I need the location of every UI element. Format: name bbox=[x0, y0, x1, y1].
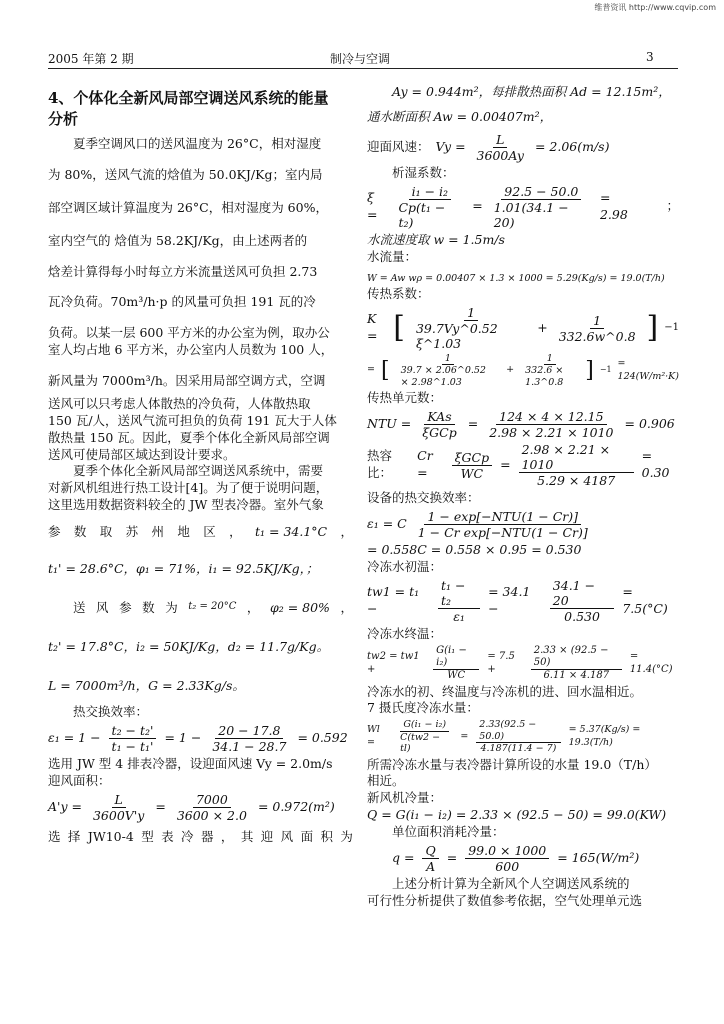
velocity-equation: 迎面风速： Vy = $\frac{L}{3600Ay}$ = 2.06(m/s) bbox=[367, 131, 610, 163]
issue-label: 2005 年第 2 期 bbox=[48, 52, 134, 66]
tw1-label: 冷冻水初温： bbox=[367, 558, 443, 574]
eff-label: 热交换效率： bbox=[73, 704, 149, 720]
water-flow-equation: W = Aw wρ = 0.00407 × 1.3 × 1000 = 5.29(Kg/s) = 19.0(T/h) bbox=[367, 273, 665, 285]
k-label: 传热系数： bbox=[367, 286, 430, 302]
supply-line-2: t₂' = 17.8°C，i₂ = 50KJ/Kg，d₂ = 11.7g/Kg。 bbox=[48, 638, 330, 654]
closing-line: 可行性分析提供了数值参考依据，空气处理单元选 bbox=[367, 892, 643, 908]
cr-equation: 热容比： Cr = $\frac{\text{ξGCp}}{WC}$ = $\frac{2.98 \times 2.21 \times 1010}{5.29 \times 4187}$ = 0.30 bbox=[367, 442, 670, 489]
para-line: 送风可以只考虑人体散热的冷负荷，人体散热取 bbox=[48, 395, 311, 411]
para-line: 瓦冷负荷。70m³/h·p 的风量可负担 191 瓦的冷 bbox=[48, 294, 316, 310]
params-line: 参 数 取 苏 州 地 区 ， t₁ = 34.1°C ， bbox=[48, 524, 353, 539]
right-column bbox=[367, 84, 679, 910]
q-label: 新风机冷量： bbox=[367, 790, 443, 806]
water-area: 通水断面积 Aw = 0.00407m²， bbox=[367, 108, 553, 124]
para-line: 室人均占地 6 平方米，办公室内人员数为 100 人， bbox=[48, 342, 334, 358]
q-equation: Q = G(i₁ − i₂) = 2.33 × (92.5 − 50) = 99.0(KW) bbox=[367, 807, 667, 823]
k-equation: K = [ $\frac{1}{39.7Vy\^{}0.52 \xi\^{}1.03}$ + $\frac{1}{332.6w\^{}0.8}$ ] −1 bbox=[367, 305, 679, 352]
header-rule bbox=[48, 68, 678, 69]
para-line: 为 80%，送风气流的焓值为 50.0KJ/Kg；室内局 bbox=[48, 166, 323, 182]
comment-line: 冷冻水的初、终温度与冷冻机的进、回水温相近。 bbox=[367, 683, 643, 699]
tw2-label: 冷冻水终温： bbox=[367, 625, 443, 641]
section-heading: 4、个体化全新风局部空调送风系统的能量 分析 bbox=[48, 89, 329, 128]
e-equation: ε₁ = C $\frac{\text{1 − exp[−NTU(1 − Cr)]}}{\text{1 − Cr exp[−NTU(1 − Cr)]}}$ bbox=[367, 508, 588, 540]
para-line: 室内空气的 焓值为 58.2KJ/Kg，由上述两者的 bbox=[48, 232, 308, 248]
eff-equation: ε₁ = 1 − $\frac{\text{t₂ − t₂'}}{\text{t₁ − t₁'}}$ = 1 − $\frac{20 - 17.8}{34.1 - 28.7}$ = 0.592 bbox=[48, 723, 348, 755]
comment-line: 7 摄氏度冷冻水量： bbox=[367, 700, 479, 716]
para-line: 散热量 150 瓦。因此，夏季个体化全新风局部空调 bbox=[48, 429, 330, 445]
watermark: 维普资讯 http://www.cqvip.com bbox=[594, 3, 716, 12]
ntu-label: 传热单元数： bbox=[367, 390, 443, 406]
tw2-equation: tw2 = tw1 + $\frac{\text{G(i₁ − i₂)}}{WC}$ = 7.5 + $\frac{2.33 \times (92.5 - 50)}{6.11 \times 4.187}$ = 11.4(°C) bbox=[367, 644, 673, 681]
comment-line: 相近。 bbox=[367, 773, 405, 789]
supply-line: 送 风 参 数 为 t₂ = 20°C ， φ₂ = 80% ， bbox=[73, 599, 353, 615]
xi-equation: ξ = $\frac{\text{i₁ − i₂}}{\text{Cp(t₁ − t₂)}}$ = $\frac{92.5 - 50.0}{1.01(34.1 - 20)}$ = 2.98 ； bbox=[367, 183, 679, 230]
para-line: 新风量为 7000m³/h。因采用局部空调方式，空调 bbox=[48, 373, 326, 388]
u-equation: q = $\frac{Q}{A}$ = $\frac{99.0 \times 1000}{600}$ = 165(W/m²) bbox=[392, 842, 640, 874]
left-column bbox=[48, 88, 353, 846]
area-equation: A'y = $\frac{L}{3600V'y}$ = $\frac{7000}{3600 \times 2.0}$ = 0.972(m²) bbox=[48, 792, 335, 823]
para-line: 部空调区域计算温度为 26°C，相对湿度为 60%， bbox=[48, 199, 328, 215]
page-number: 3 bbox=[646, 50, 654, 64]
select-line-2: 选 择 JW10-4 型 表 冷 器 ， 其 迎 风 面 积 为 bbox=[48, 829, 353, 844]
params-line-2: t₁' = 28.6°C，φ₁ = 71%，i₁ = 92.5KJ/Kg，； bbox=[48, 560, 319, 576]
para-line: 150 瓦/人，送风气流可担负的负荷 191 瓦大于人体 bbox=[48, 412, 337, 428]
para-line: 焓差计算得每小时每立方米流量送风可负担 2.73 bbox=[48, 263, 318, 279]
area-values: Ay = 0.944m²，每排散热面积 Ad = 12.15m²， bbox=[392, 84, 671, 99]
u-label: 单位面积消耗冷量： bbox=[392, 824, 505, 840]
para-line: 夏季空调风口的送风温度为 26°C，相对湿度 bbox=[73, 136, 322, 151]
comment-line: 所需冷冻水量与表冷器计算所设的水量 19.0（T/h） bbox=[367, 756, 657, 772]
k-equation-2: = [ $\frac{1}{39.7 \times 2.06\^{}0.52 \times 2.98\^{}1.03}$ + $\frac{1}{332.6 \times 1.3\^{}0.8}$ ] −1 = 124(W/m²·K) bbox=[367, 353, 679, 388]
area-label: 迎风面积： bbox=[48, 773, 111, 789]
wl-equation: Wl = $\frac{\text{G(i₁ − i₂)}}{C(tw2 - tl)}$ = $\frac{2.33(92.5 - 50.0)}{4.187(11.4 - 7)}$ = 5.37(Kg/s) = 19.3(T/h) bbox=[367, 719, 641, 755]
water-flow-label: 水流量： bbox=[367, 248, 418, 264]
para-line: 夏季个体化全新风局部空调送风系统中，需要 bbox=[73, 463, 324, 479]
para-line: 对新风机组进行热工设计[4]。为了便于说明问题， bbox=[48, 480, 329, 496]
xi-label: 析湿系数： bbox=[392, 164, 455, 180]
water-speed: 水流速度取 w = 1.5m/s bbox=[367, 231, 505, 247]
ntu-equation: NTU = $\frac{\text{KAs}}{\text{ξGCp}}$ = $\frac{124 \times 4 \times 12.15}{2.98 \times 2.21 \times 1010}$ = 0.906 bbox=[367, 409, 675, 441]
e-label: 设备的热交换效率： bbox=[367, 490, 480, 506]
journal-name: 制冷与空调 bbox=[330, 52, 391, 66]
closing-line: 上述分析计算为全新风个人空调送风系统的 bbox=[392, 875, 630, 891]
para-line: 这里选用数据资料较全的 JW 型表冷器。室外气象 bbox=[48, 497, 324, 513]
select-line: 选用 JW 型 4 排表冷器，设迎面风速 Vy = 2.0m/s bbox=[48, 756, 333, 772]
para-line: 送风可使局部区域达到设计要求。 bbox=[48, 446, 236, 462]
flow-line: L = 7000m³/h，G = 2.33Kg/s。 bbox=[48, 677, 245, 693]
e-result: = 0.558C = 0.558 × 0.95 = 0.530 bbox=[367, 541, 582, 557]
para-line: 负荷。以某一层 600 平方米的办公室为例，取办公 bbox=[48, 325, 330, 341]
tw1-equation: tw1 = t₁ − $\frac{\text{t₁ − t₂}}{\text{ε₁}}$ = 34.1 − $\frac{34.1 - 20}{0.530}$ = 7.5(°C) bbox=[367, 577, 668, 624]
